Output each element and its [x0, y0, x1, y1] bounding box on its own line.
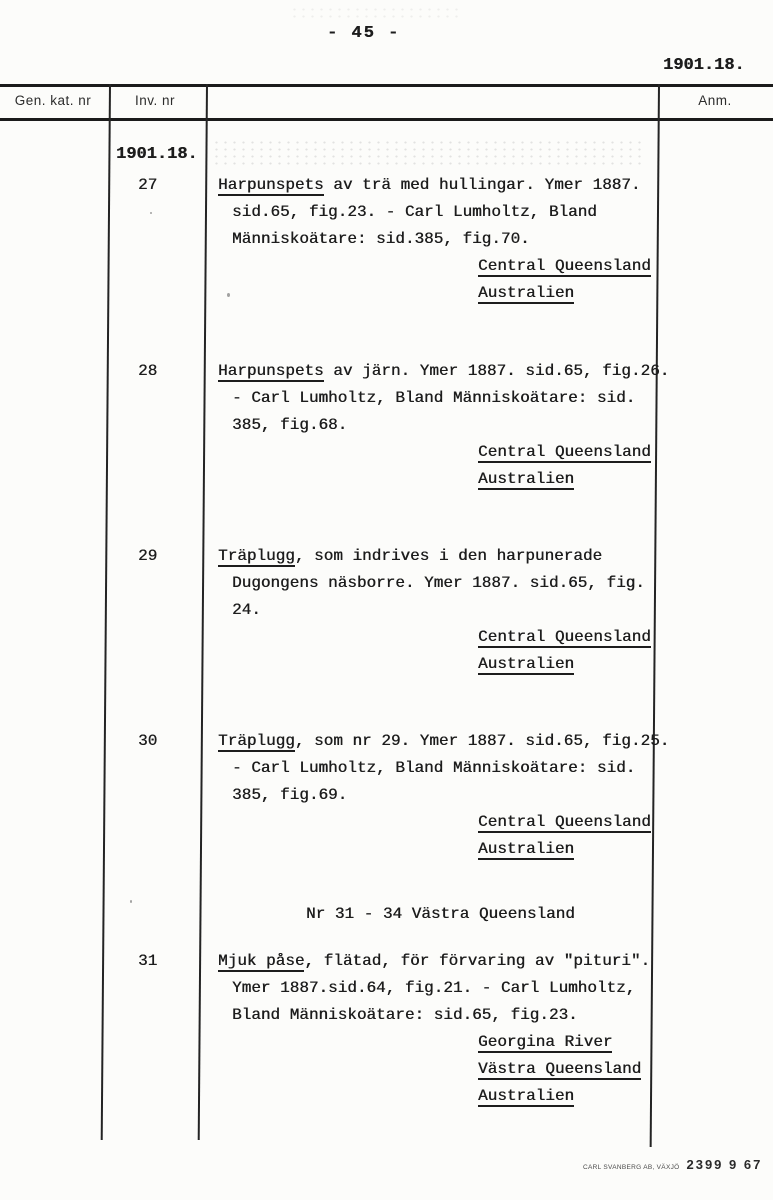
entry-location-line	[218, 651, 651, 678]
location-label: Australien	[478, 284, 575, 302]
entry-location-line	[218, 1056, 650, 1083]
inventory-number: 27	[138, 176, 158, 194]
location-label: Australien	[478, 655, 575, 673]
location-label: Västra Queensland	[478, 1060, 642, 1078]
entry-description	[218, 728, 669, 863]
entry-location-line	[218, 1029, 650, 1056]
entry-first-line	[218, 172, 651, 199]
section-heading: Nr 31 - 34 Västra Queensland	[306, 905, 575, 923]
column-header-inv-nr: Inv. nr	[134, 93, 175, 108]
column-divider-1	[101, 84, 111, 1140]
printer-code: 2399 9 67	[686, 1157, 763, 1172]
entry-location-line	[218, 1083, 650, 1110]
entry-continuation-line: Dugongens näsborre. Ymer 1887. sid.65, fig.	[232, 574, 645, 592]
entry-description	[218, 543, 651, 678]
inventory-number: 29	[138, 547, 158, 565]
entry-first-line	[218, 728, 669, 755]
inventory-number: 31	[138, 952, 158, 970]
scan-speck	[227, 293, 230, 297]
entry-title: Träplugg	[218, 547, 295, 565]
inventory-number: 30	[138, 732, 158, 750]
entry-continuation-line: - Carl Lumholtz, Bland Människoätare: sid.	[232, 759, 636, 777]
entry-title-rest: , flätad, för förvaring av "pituri".	[304, 952, 651, 970]
entry-continuation-line: Bland Människoätare: sid.65, fig.23.	[232, 1006, 578, 1024]
entry-continuation-line: Människoätare: sid.385, fig.70.	[232, 230, 530, 248]
entry-continuation-line: sid.65, fig.23. - Carl Lumholtz, Bland	[232, 203, 597, 221]
location-label: Georgina River	[478, 1033, 613, 1051]
scan-noise	[212, 139, 642, 169]
printer-name: CARL SVANBERG AB, VÄXJÖ	[583, 1164, 680, 1171]
entry-title: Harpunspets	[218, 362, 324, 380]
location-label: Australien	[478, 840, 575, 858]
entry-location-line	[218, 836, 669, 863]
entry-continuation-line: 385, fig.68.	[232, 416, 348, 434]
catalog-ref-top-right: 1901.18.	[663, 56, 745, 75]
column-header-gen-kat-nr: Gen. kat. nr	[14, 93, 92, 108]
entry-location-line	[218, 280, 651, 307]
entry-title-rest: , som nr 29. Ymer 1887. sid.65, fig.25.	[294, 732, 670, 750]
entry-title: Träplugg	[218, 732, 295, 750]
entry-description	[218, 172, 651, 307]
entry-location-line	[218, 809, 669, 836]
location-label: Central Queensland	[478, 813, 651, 831]
column-divider-2	[198, 84, 208, 1140]
entry-first-line	[218, 948, 650, 975]
column-header-anm: Anm.	[698, 93, 732, 108]
entry-first-line	[218, 543, 651, 570]
location-label: Australien	[478, 1087, 575, 1105]
entry-continuation-line: 24.	[232, 601, 261, 619]
entry-location-line	[218, 253, 651, 280]
column-divider-3	[650, 84, 660, 1147]
entry-title: Mjuk påse	[218, 952, 305, 970]
entry-continuation-line: Ymer 1887.sid.64, fig.21. - Carl Lumholtz,	[232, 979, 636, 997]
page-number: - 45 -	[327, 24, 401, 43]
location-label: Central Queensland	[478, 257, 651, 275]
entry-location-line	[218, 439, 669, 466]
entry-title-rest: av trä med hullingar. Ymer 1887.	[323, 176, 641, 194]
entry-location-line	[218, 624, 651, 651]
entry-title: Harpunspets	[218, 176, 324, 194]
inventory-group-label: 1901.18.	[116, 145, 198, 164]
printer-mark	[583, 1157, 762, 1172]
scan-speck	[130, 900, 132, 903]
entry-description	[218, 948, 650, 1110]
scan-noise	[290, 6, 460, 20]
entry-description	[218, 358, 669, 493]
location-label: Central Queensland	[478, 443, 651, 461]
entry-first-line	[218, 358, 669, 385]
location-label: Central Queensland	[478, 628, 651, 646]
inventory-number: 28	[138, 362, 158, 380]
entry-location-line	[218, 466, 669, 493]
entry-title-rest: , som indrives i den harpunerade	[294, 547, 603, 565]
scan-speck	[150, 212, 152, 214]
entry-continuation-line: - Carl Lumholtz, Bland Människoätare: sid.	[232, 389, 636, 407]
entry-title-rest: av järn. Ymer 1887. sid.65, fig.26.	[323, 362, 670, 380]
location-label: Australien	[478, 470, 575, 488]
entry-continuation-line: 385, fig.69.	[232, 786, 348, 804]
